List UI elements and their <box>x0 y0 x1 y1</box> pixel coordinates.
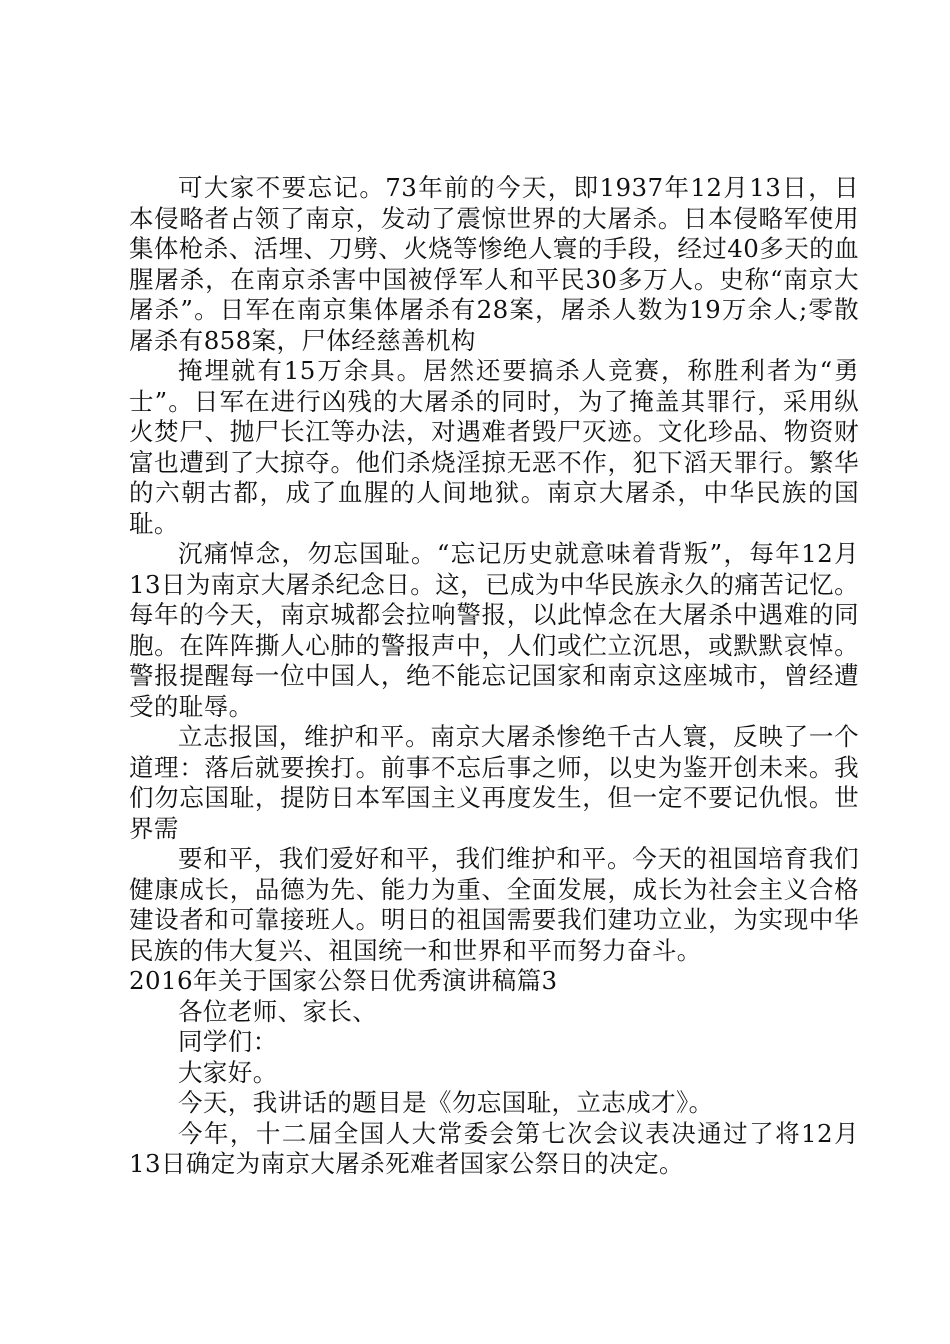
paragraph-1: 可大家不要忘记。73年前的今天，即1937年12月13日，日本侵略者占领了南京，发动了震惊世界的大屠杀。日本侵略军使用集体枪杀、活埋、刀劈、火烧等惨绝人寰的手段，经过40多天的血腥屠杀，在南京杀害中国被俘军人和平民30多万人。史称“南京大屠杀”。日军在南京集体屠杀有28案，屠杀人数为19万余人;零散屠杀有858案，尸体经慈善机构 <box>129 173 859 355</box>
paragraph-2: 掩埋就有15万余具。居然还要搞杀人竞赛，称胜利者为“勇士”。日军在进行凶残的大屠杀的同时，为了掩盖其罪行，采用纵火焚尸、抛尸长江等办法，对遇难者毁尸灭迹。文化珍品、物资财富也遭到了大掠夺。他们杀烧淫掠无恶不作，犯下滔天罪行。繁华的六朝古都，成了血腥的人间地狱。南京大屠杀，中华民族的国耻。 <box>129 356 859 538</box>
speech-line-decision: 今年，十二届全国人大常委会第七次会议表决通过了将12月13日确定为南京大屠杀死难者国家公祭日的决定。 <box>129 1118 859 1178</box>
speech-line-topic: 今天，我讲话的题目是《勿忘国耻，立志成才》。 <box>178 1088 714 1117</box>
paragraph-3: 沉痛悼念，勿忘国耻。“忘记历史就意味着背叛”，每年12月13日为南京大屠杀纪念日。这，已成为中华民族永久的痛苦记忆。每年的今天，南京城都会拉响警报，以此悼念在大屠杀中遇难的同胞。在阵阵撕人心肺的警报声中，人们或伫立沉思，或默默哀悼。警报提醒每一位中国人，绝不能忘记国家和南京这座城市，曾经遭受的耻辱。 <box>129 539 859 721</box>
paragraph-5: 要和平，我们爱好和平，我们维护和平。今天的祖国培育我们健康成长，品德为先、能力为重、全面发展，成长为社会主义合格建设者和可靠接班人。明日的祖国需要我们建功立业，为实现中华民族的伟大复兴、祖国统一和世界和平而努力奋斗。 <box>129 844 859 965</box>
speech-line-greeting-teachers: 各位老师、家长、 <box>178 996 378 1026</box>
speech-line-greeting-students: 同学们： <box>178 1027 278 1056</box>
section-heading: 2016年关于国家公祭日优秀演讲稿篇3 <box>129 966 558 995</box>
document-body <box>129 173 859 1180</box>
paragraph-4: 立志报国，维护和平。南京大屠杀惨绝千古人寰，反映了一个道理：落后就要挨打。前事不忘后事之师，以史为鉴开创未来。我们勿忘国耻，提防日本军国主义再度发生，但一定不要记仇恨。世界需 <box>129 722 859 843</box>
speech-line-hello: 大家好。 <box>178 1057 278 1087</box>
